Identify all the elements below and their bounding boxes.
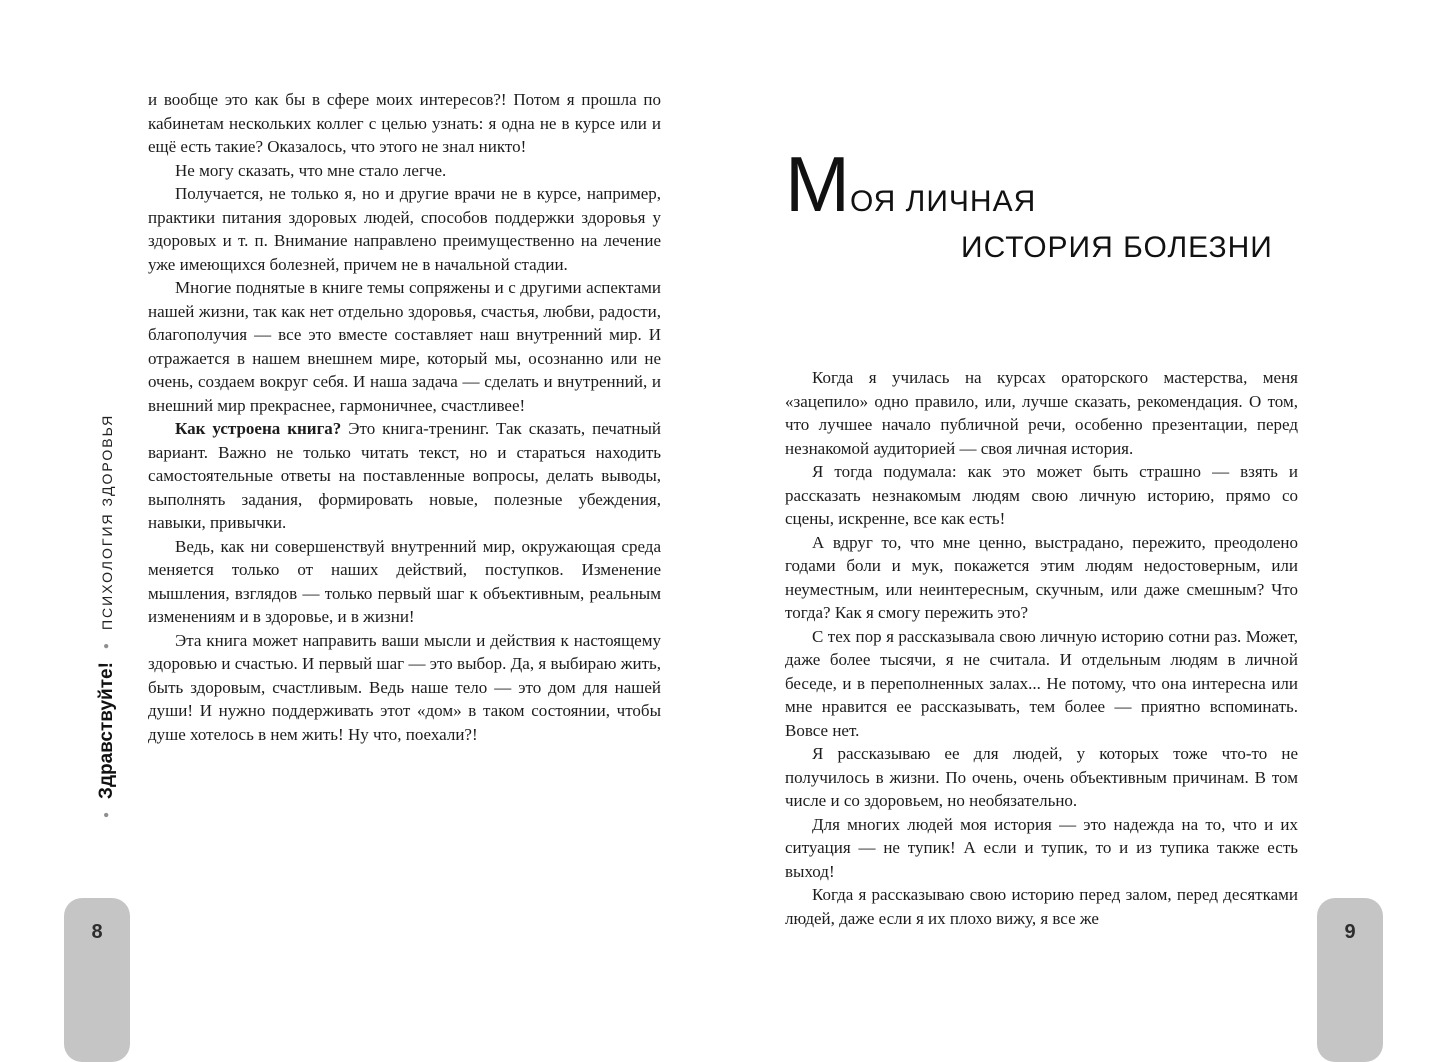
paragraph: А вдруг то, что мне ценно, выстрадано, пережито, преодолено годами боли и мук, покажется этим людям недостоверным, или неуместным, или неинтересным, скучным, или даже смешным? Что тогда? Как я смогу пережить это? [785, 532, 1298, 622]
paragraph: Не могу сказать, что мне стало легче. [175, 160, 447, 180]
paragraph: Ведь, как ни совершенствуй внутренний мир, окружающая среда меняется только от наших действий, поступков. Изменение мышления, взглядов — только первый шаг к объективным, реальным изменениям и в здоровье, и в жизни! [148, 536, 661, 626]
page-number-tab-right [1317, 898, 1383, 1062]
paragraph-text: Это книга-тренинг. Так сказать, печатный вариант. Важно не только читать текст, но и стараться находить самостоятельные ответы на поставленные вопросы, делать выводы, выполнять задания, формировать новые, полезные убеждения, навыки, привычки. [148, 419, 661, 532]
chapter-title-line2: ИСТОРИЯ БОЛЕЗНИ [961, 231, 1273, 264]
book-title: Здравствуйте! [96, 662, 117, 799]
chapter-title-line1-rest: ОЯ ЛИЧНАЯ [849, 185, 1037, 218]
left-page-text [148, 88, 661, 746]
bullet-icon: ● [101, 811, 112, 818]
page-number-tab-left [64, 898, 130, 1062]
paragraph: и вообще это как бы в сфере моих интересов?! Потом я прошла по кабинетам нескольких коллег с целью узнать: я одна не в курсе или и ещё есть такие? Оказалось, что этого не знал никто! [148, 90, 661, 156]
right-page-text [785, 366, 1298, 930]
chapter-title [785, 140, 1298, 264]
paragraph: Когда я училась на курсах ораторского мастерства, меня «зацепило» одно правило, или, лучше сказать, рекомендация. О том, что лучшее начало публичной речи, особенно презентации, перед незнакомой аудиторией — своя личная история. [785, 368, 1298, 458]
drop-cap: М [785, 140, 850, 228]
paragraph: Я рассказываю ее для людей, у которых тоже что-то не получилось в жизни. По очень, очень объективным причинам. В том числе и со здоровьем, но необязательно. [785, 744, 1298, 810]
page-number-right: 9 [1344, 921, 1356, 943]
paragraph: Эта книга может направить ваши мысли и действия к настоящему здоровью и счастью. И первый шаг — это выбор. Да, я выбираю жить, быть здоровым, счастливым. Ведь наше тело — это дом для нашей души! И нужно поддерживать этот «дом» в таком состоянии, чтобы душе хотелось в нем жить! Ну что, поехали?! [148, 630, 661, 744]
series-title: ПСИХОЛОГИЯ ЗДОРОВЬЯ [99, 413, 115, 631]
paragraph: С тех пор я рассказывала свою личную историю сотни раз. Может, даже более тысячи, я не считала. И отдельным людям в личной беседе, и в переполненных залах... Не потому, что она интересна или мне нравится ее рассказывать, тем более — приятно вспоминать. Вовсе нет. [785, 626, 1298, 740]
bullet-icon: ● [101, 643, 112, 650]
paragraph: Для многих людей моя история — это надежда на то, что и их ситуация — не тупик! А если и тупик, то и из тупика также есть выход! [785, 814, 1298, 881]
page-number-left: 8 [91, 921, 103, 943]
paragraph: Получается, не только я, но и другие врачи не в курсе, например, практики питания здоровых людей, способов поддержки здоровья у здоровых и т. п. Внимание направлено преимущественно на лечение уже имеющихся болезней, причем не в начальной стадии. [148, 184, 661, 274]
spine-vertical-text [96, 414, 118, 818]
paragraph [148, 417, 661, 535]
paragraph: Многие поднятые в книге темы сопряжены и с другими аспектами нашей жизни, так как нет отдельно здоровья, счастья, любви, радости, благополучия — все это вместе составляет наш внутренний мир. И отражается в нашем внешнем мире, который мы, осознанно или не очень, создаем вокруг себя. И наша задача — сделать и внутренний, и внешний мир прекраснее, гармоничнее, счастливее! [148, 278, 661, 415]
spine-inner [96, 414, 118, 818]
chapter-title-line1 [785, 140, 1298, 238]
paragraph-bold-lead: Как устроена книга? [175, 419, 342, 438]
paragraph: Я тогда подумала: как это может быть страшно — взять и рассказать незнакомым людям свою личную историю, прямо со сцены, искренне, все как есть! [785, 462, 1298, 528]
paragraph: Когда я рассказываю свою историю перед залом, перед десятками людей, даже если я их плохо вижу, я все же [785, 885, 1298, 928]
